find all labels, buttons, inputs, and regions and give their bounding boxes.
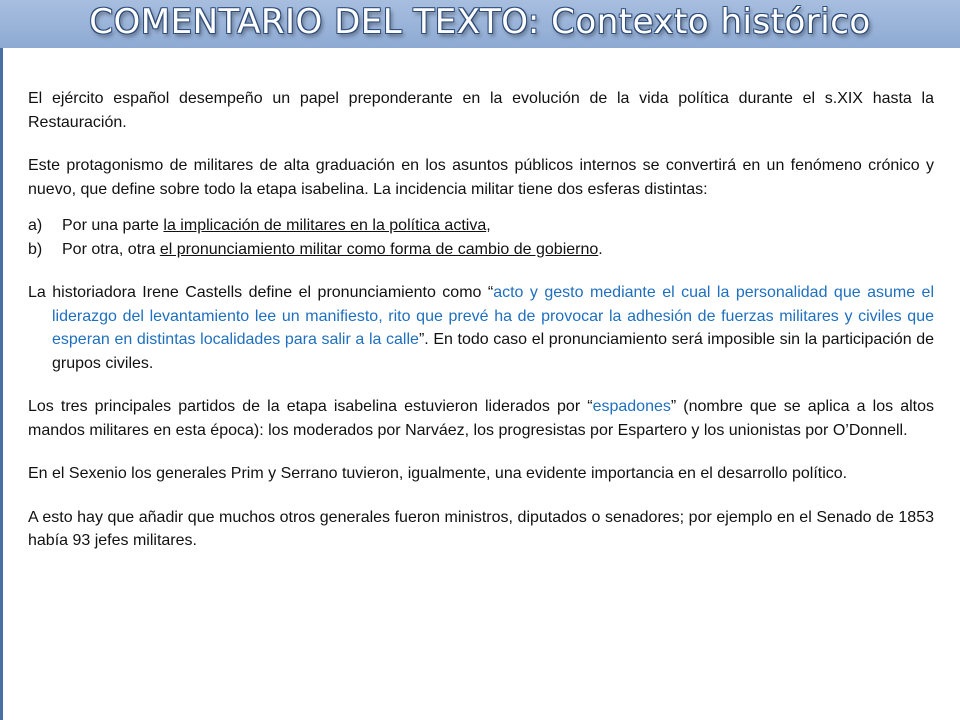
castells-closing: ”. En todo caso el pronunciamiento será imposible sin la participación de grupos civiles. [52,331,935,372]
list-prefix: Por una parte [62,217,164,234]
paragraph-protagonism: Este protagonismo de militares de alta graduación en los asuntos públicos internos se convertirá en un fenómeno crónico y nuevo, que define sobre todo la etapa isabelina. La incidencia militar tiene dos esferas distintas: [28,157,934,198]
paragraph-sexenio: En el Sexenio los generales Prim y Serrano tuvieron, igualmente, una evidente importancia en el desarrollo político. [28,465,848,482]
paragraph-intro: El ejército español desempeño un papel preponderante en la evolución de la vida política durante el s.XIX hasta la Restauración. [28,90,934,131]
list-marker: b) [28,240,43,258]
spheres-list [28,214,934,261]
paragraph-senado: A esto hay que añadir que muchos otros generales fueron ministros, diputados o senadores; por ejemplo en el Senado de 1853 había 93 jefes militares. [28,508,934,549]
page-title: COMENTARIO DEL TEXTO: Contexto histórico [89,2,871,42]
underlined-text: la implicación de militares en la política activa [163,217,487,234]
list-item [28,238,934,262]
espadones-intro: Los tres principales partidos de la etapa isabelina estuvieron liderados por “ [28,398,593,415]
list-text [62,214,491,238]
text-body [28,87,934,553]
list-item [28,214,934,238]
list-marker: a) [28,217,43,234]
list-suffix: , [486,217,491,234]
paragraph-castells [28,281,934,375]
paragraph-espadones [28,395,934,442]
list-text [62,238,603,262]
list-prefix: Por otra, otra [62,240,160,258]
underlined-text: el pronunciamiento militar como forma de cambio de gobierno [159,240,599,258]
castells-quote: acto y gesto mediante el cual la personalidad que asume el liderazgo del levantamiento lee un manifiesto, rito que prevé ha de provocar la adhesión de fuerzas militares y civiles que esperan en distintas localidades para salir a la calle [52,284,934,348]
espadones-closing: ” (nombre que se aplica a los altos mandos militares en esta época): los moderados por Narváez, los progresistas por Espartero y los unionistas por O’Donnell. [28,398,934,439]
left-border [0,48,3,720]
castells-intro: La historiadora Irene Castells define el pronunciamiento como “ [28,284,494,301]
espadones-term: espadones [592,398,671,415]
list-suffix: . [598,240,603,258]
